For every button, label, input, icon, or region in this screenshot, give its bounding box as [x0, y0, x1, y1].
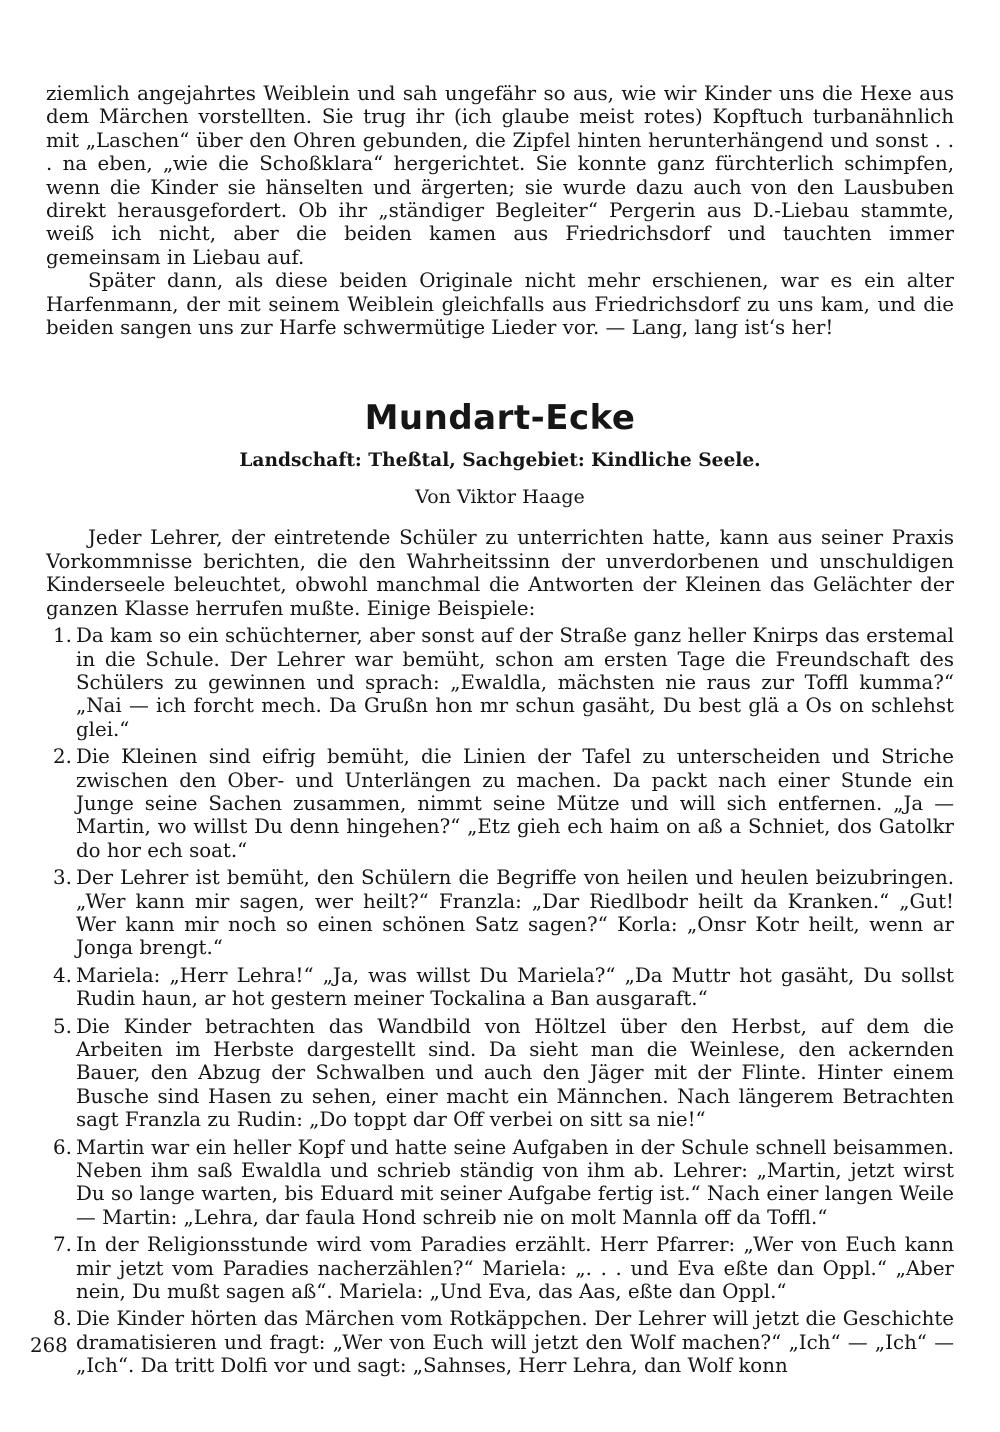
continuation-paragraph-1: ziemlich angejahrtes Weiblein und sah ungefähr so aus, wie wir Kinder uns die Hexe aus dem Märchen vorstellten. Sie trug ihr (ich glaube meist rotes) Kopftuch turbanähnlich mit „Laschen“ über den Ohren gebunden, die Zipfel hinten herunterhängend und sonst . . . na eben, „wie die Schoßklara“ hergerichtet. Sie konnte ganz fürchterlich schimpfen, wenn die Kinder sie hänselten und ärgerten; sie wurde dazu auch von den Lausbuben direkt herausgefordert. Ob ihr „ständiger Begleiter“ Pergerin aus D.-Liebau stammte, weiß ich nicht, aber die beiden kamen aus Friedrichsdorf und tauchten immer gemeinsam in Liebau auf.	[46, 82, 954, 269]
list-item	[46, 745, 954, 862]
page-number: 268	[30, 1334, 68, 1357]
continuation-paragraph-2: Später dann, als diese beiden Originale nicht mehr erschienen, war es ein alter Harfenmann, der mit seinem Weiblein gleichfalls aus Friedrichsdorf zu uns kam, und die beiden sangen uns zur Harfe schwermütige Lieder vor. — Lang, lang ist‘s her!	[46, 269, 954, 340]
list-item-number: 7.	[53, 1233, 72, 1257]
list-item	[46, 1233, 954, 1303]
list-item	[46, 624, 954, 741]
section-title: Mundart-Ecke	[364, 398, 636, 439]
list-item	[46, 1307, 954, 1377]
section-intro: Jeder Lehrer, der eintretende Schüler zu unterrichten hatte, kann aus seiner Praxis Vorkommnisse berichten, die den Wahrheitssinn der unverdorbenen und unschuldigen Kinderseele beleuchtet, obwohl manchmal die Antworten der Kleinen das Gelächter der ganzen Klasse herrufen mußte. Einige Beispiele:	[46, 526, 954, 620]
list-item-text: Martin war ein heller Kopf und hatte seine Aufgaben in der Schule schnell beisammen. Neben ihm saß Ewaldla und schrieb ständig von ihm ab. Lehrer: „Martin, jetzt wirst Du so lange warten, bis Eduard mit seiner Aufgabe fertig ist.“ Nach einer langen Weile — Martin: „Lehra, dar faula Hond schreib nie on molt Mannla off da Toffl.“	[76, 1135, 954, 1229]
list-item	[46, 1136, 954, 1230]
list-item	[46, 1015, 954, 1132]
list-item-number: 4.	[53, 963, 72, 987]
list-item-text: Da kam so ein schüchterner, aber sonst auf der Straße ganz heller Knirps das erstemal in die Schule. Der Lehrer war bemüht, schon am ersten Tage die Freundschaft des Schülers zu gewinnen und sprach: „Ewaldla, mächsten nie raus zur Toffl kumma?“ „Nai — ich forcht mech. Da Grußn hon mr schun gasäht, Du best glä a Os on schlehst glei.“	[76, 624, 954, 741]
list-item	[46, 964, 954, 1011]
list-item-text: Die Kleinen sind eifrig bemüht, die Linien der Tafel zu unterscheiden und Striche zwischen den Ober- und Unterlängen zu machen. Da packt nach einer Stunde ein Junge seine Sachen zusammen, nimmt seine Mütze und will sich entfernen. „Ja — Martin, wo willst Du denn hingehen?“ „Etz gieh ech haim on aß a Schniet, dos Gatolkr do hor ech soat.“	[76, 745, 954, 862]
list-item-number: 3.	[53, 866, 72, 890]
list-item	[46, 866, 954, 960]
examples-list	[46, 624, 954, 1378]
list-item-number: 8.	[53, 1307, 72, 1331]
list-item-number: 2.	[53, 745, 72, 769]
list-item-text: In der Religionsstunde wird vom Paradies erzählt. Herr Pfarrer: „Wer von Euch kann mir jetzt vom Paradies nacherzählen?“ Mariela: „. . . und Eva eßte dan Oppl.“ „Aber nein, Du mußt sagen aß“. Mariela: „Und Eva, das Aas, eßte dan Oppl.“	[76, 1233, 954, 1304]
section-author: Von Viktor Haage	[415, 486, 585, 509]
page-content	[46, 82, 954, 1382]
list-item-number: 5.	[53, 1014, 72, 1038]
section-header	[46, 397, 954, 508]
list-item-text: Die Kinder betrachten das Wandbild von Höltzel über den Herbst, auf dem die Arbeiten im Herbste dargestellt sind. Da sieht man die Weinlese, den ackernden Bauer, den Abzug der Schwalben und auch den Jäger mit der Flinte. Hinter einem Busche sind Hasen zu sehen, einer macht ein Männchen. Nach längerem Betrachten sagt Franzla zu Rudin: „Do toppt dar Off verbei on sitt sa nie!“	[76, 1014, 954, 1132]
list-item-number: 6.	[53, 1135, 72, 1159]
list-item-text: Die Kinder hörten das Märchen vom Rotkäppchen. Der Lehrer will jetzt die Geschichte dramatisieren und fragt: „Wer von Euch will jetzt den Wolf machen?“ „Ich“ — „Ich“ — „Ich“. Da tritt Dolfi vor und sagt: „Sahnses, Herr Lehra, dan Wolf konn	[76, 1307, 954, 1378]
list-item-number: 1.	[53, 624, 72, 648]
section-subtitle: Landschaft: Theßtal, Sachgebiet: Kindliche Seele.	[239, 450, 761, 472]
list-item-text: Der Lehrer ist bemüht, den Schülern die Begriffe von heilen und heulen beizubringen. „Wer kann mir sagen, wer heilt?“ Franzla: „Dar Riedlbodr heilt da Kranken.“ „Gut! Wer kann mir noch so einen schönen Satz sagen?“ Korla: „Onsr Kotr heilt, wenn ar Jonga brengt.“	[76, 866, 954, 960]
list-item-text: Mariela: „Herr Lehra!“ „Ja, was willst Du Mariela?“ „Da Muttr hot gasäht, Du sollst Rudin haun, ar hot gestern meiner Tockalina a Ban ausgaraft.“	[76, 963, 954, 1011]
